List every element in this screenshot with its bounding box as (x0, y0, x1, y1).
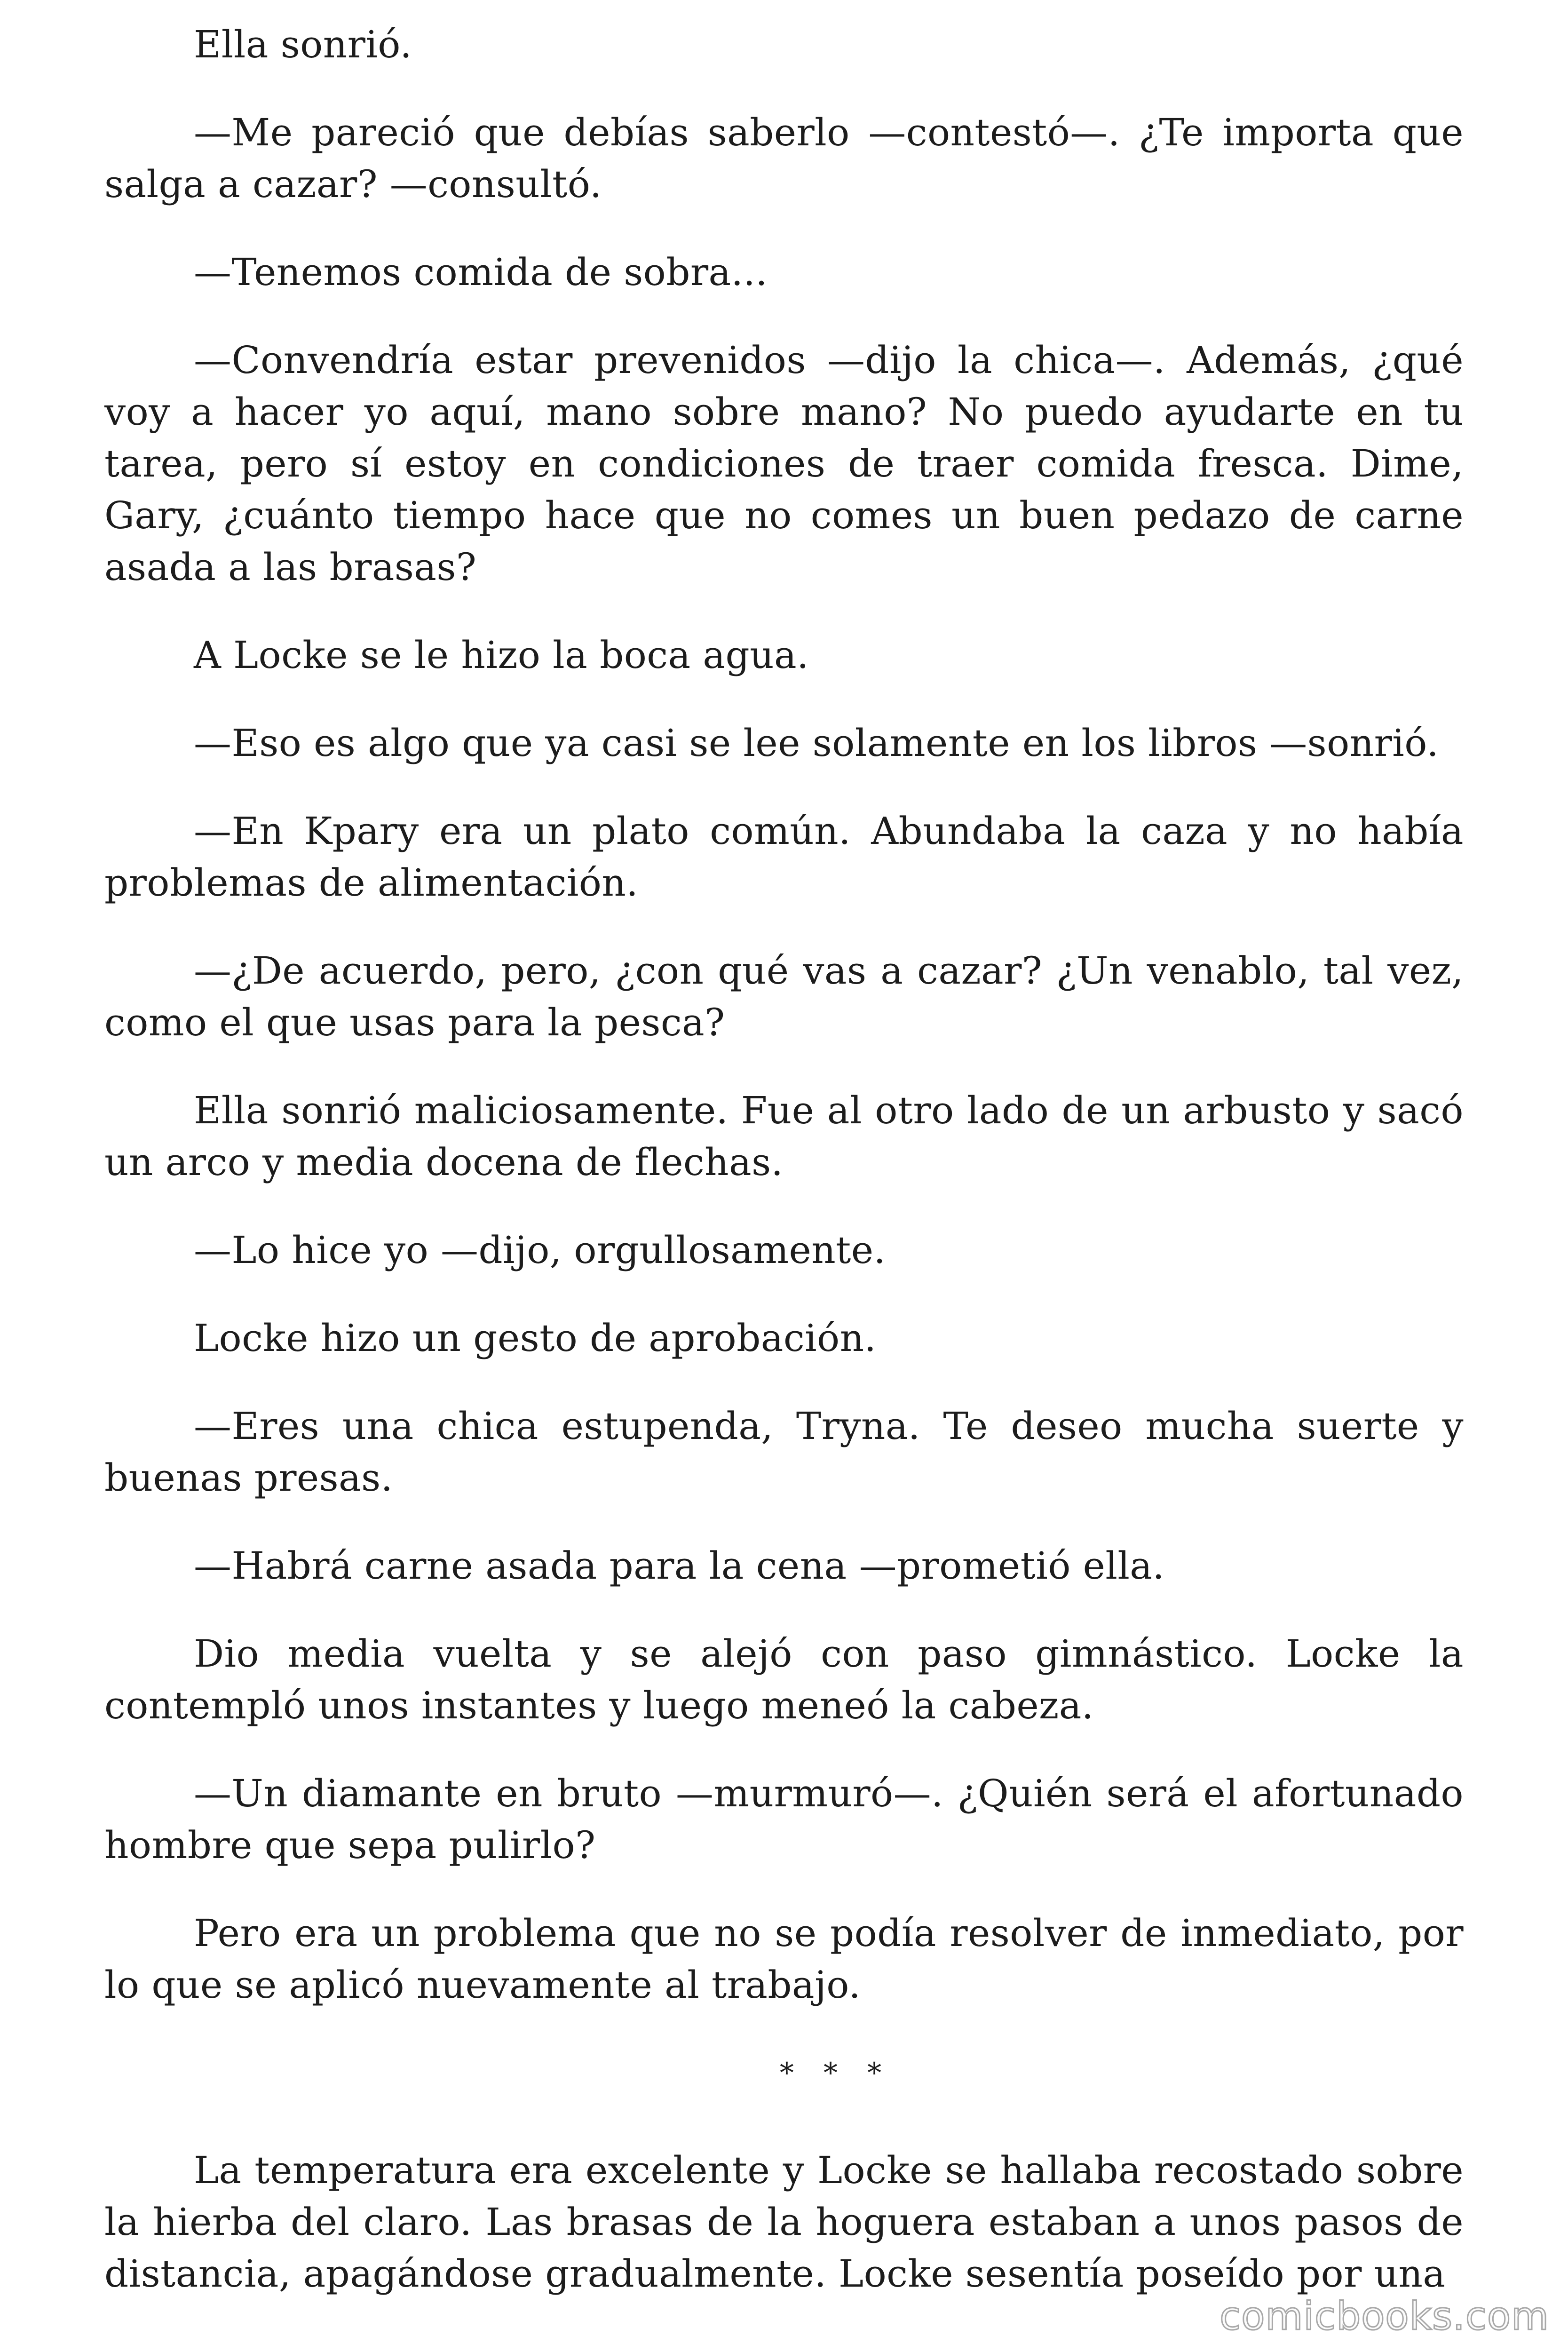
paragraph: —Eso es algo que ya casi se lee solamente en los libros —sonrió. (194, 721, 1439, 765)
paragraph: Locke hizo un gesto de aprobación. (194, 1316, 877, 1360)
paragraph: —Convendría estar prevenidos —dijo la chica—. Además, ¿qué voy a hacer yo aquí, mano sobre mano? No puedo ayudarte en tu tarea, pero sí estoy en condiciones de traer comida fresca. Dime, Gary, ¿cuánto tiempo hace que no comes un buen pedazo de carne asada a las brasas? (104, 338, 1464, 589)
paragraph: —Un diamante en bruto —murmuró—. ¿Quién será el afortunado hombre que sepa pulirlo? (104, 1772, 1464, 1867)
paragraph: Dio media vuelta y se alejó con paso gimnástico. Locke la contempló unos instantes y luego meneó la cabeza. (104, 1632, 1464, 1727)
document-page (104, 19, 1464, 2343)
paragraph: Ella sonrió maliciosamente. Fue al otro lado de un arbusto y sacó un arco y media docena de flechas. (104, 1089, 1464, 1184)
paragraph: A Locke se le hizo la boca agua. (194, 633, 809, 677)
paragraph: Ella sonrió. (194, 23, 412, 66)
paragraph: Pero era un problema que no se podía resolver de inmediato, por lo que se aplicó nuevamente al trabajo. (104, 1911, 1464, 2007)
paragraph: —Habrá carne asada para la cena —prometió ella. (194, 1544, 1165, 1588)
section-break: * * * (779, 2057, 892, 2090)
paragraph: —Eres una chica estupenda, Tryna. Te deseo mucha suerte y buenas presas. (104, 1404, 1464, 1500)
watermark-logo: comicbooks.com (1220, 2294, 1549, 2339)
paragraph: —¿De acuerdo, pero, ¿con qué vas a cazar? ¿Un venablo, tal vez, como el que usas para la pesca? (104, 949, 1464, 1044)
paragraph: —Tenemos comida de sobra... (194, 250, 768, 294)
paragraph: —Lo hice yo —dijo, orgullosamente. (194, 1228, 886, 1272)
paragraph: —Me pareció que debías saberlo —contestó—. ¿Te importa que salga a cazar? —consultó. (104, 111, 1464, 206)
paragraph: —En Kpary era un plato común. Abundaba la caza y no había problemas de alimentación. (104, 809, 1464, 905)
paragraph: La temperatura era excelente y Locke se hallaba recostado sobre la hierba del claro. Las brasas de la hoguera estaban a unos pasos de distancia, apagándose gradualmente. Locke sesentía poseído por una (104, 2148, 1464, 2296)
